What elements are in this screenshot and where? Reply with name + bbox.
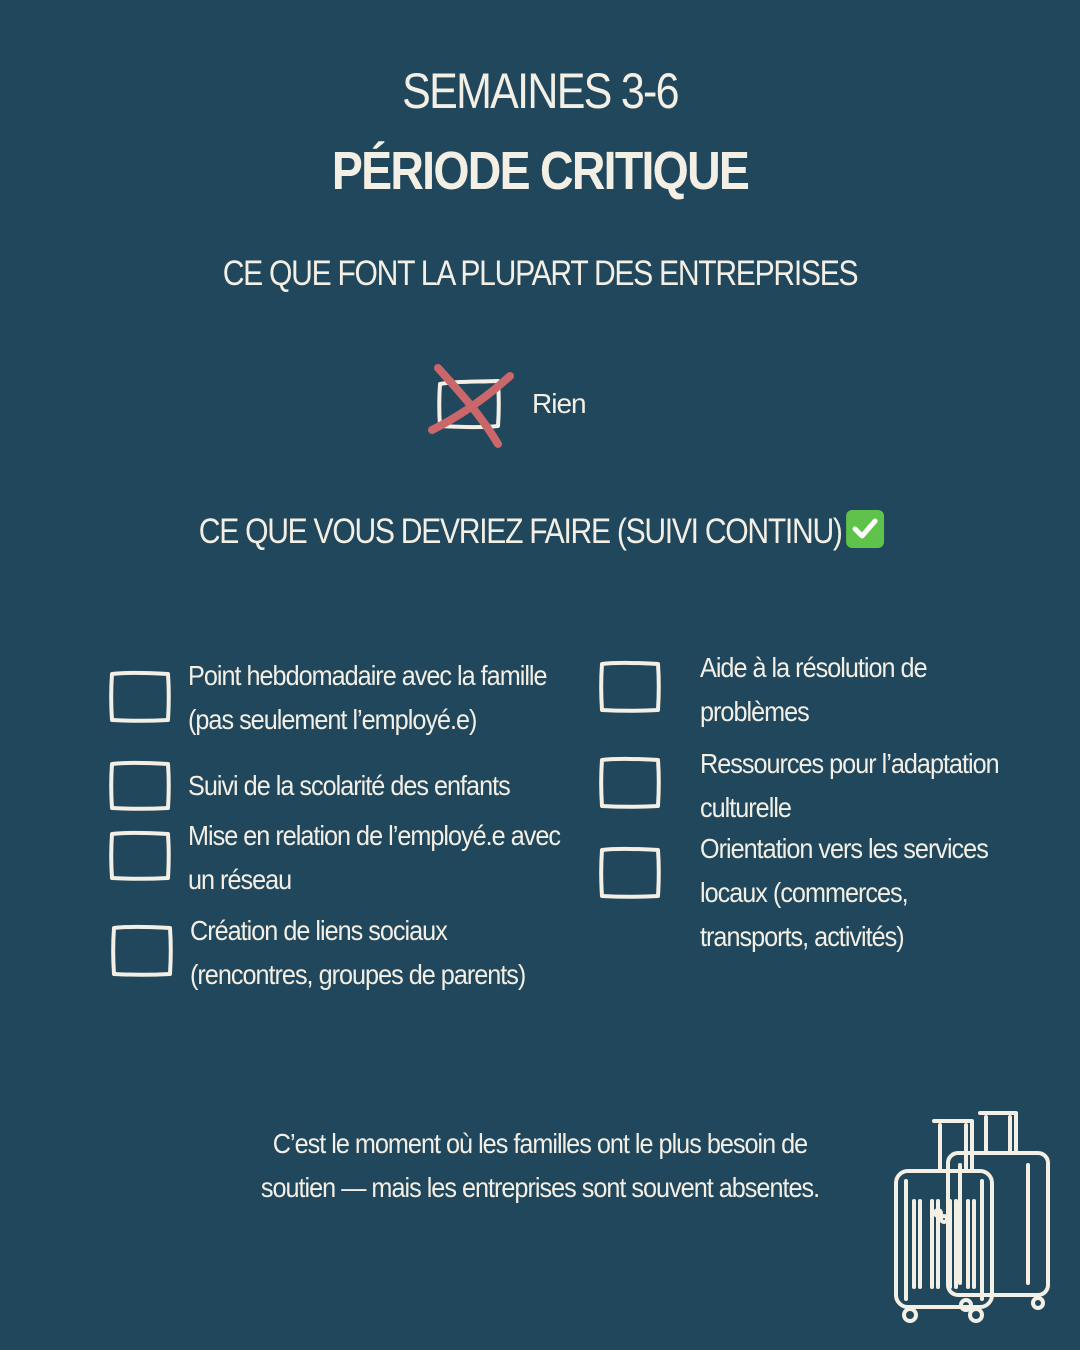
item-line: Aide à la résolution de (700, 652, 927, 683)
checkbox-cultural-adaptation[interactable] (596, 754, 664, 812)
footer-line: C’est le moment où les familles ont le plus besoin de (272, 1128, 808, 1159)
checklist-item-social-ties (190, 909, 525, 997)
crossed-checkbox (428, 362, 518, 448)
checklist-item-weekly-checkin (188, 654, 547, 742)
checkbox-school-followup[interactable] (106, 758, 174, 814)
checkbox-weekly-checkin[interactable] (106, 668, 174, 726)
footer-note (234, 1122, 846, 1210)
item-line: Orientation vers les services (700, 833, 988, 864)
item-line: transports, activités) (700, 921, 904, 952)
item-line: Point hebdomadaire avec la famille (188, 660, 547, 691)
checklist-item-school-followup: Suivi de la scolarité des enfants (188, 770, 510, 801)
option-nothing-label: Rien (532, 388, 586, 419)
checklist-item-local-services (700, 827, 988, 959)
footer-line: soutien — mais les entreprises sont souvent absentes. (260, 1172, 820, 1203)
checklist-item-network-connection (188, 814, 560, 902)
section-heading-should-do-text: CE QUE VOUS DEVRIEZ FAIRE (SUIVI CONTINU) (198, 512, 842, 551)
checkbox-local-services[interactable] (596, 844, 664, 902)
item-line: Ressources pour l’adaptation (700, 748, 999, 779)
item-line: Création de liens sociaux (190, 915, 447, 946)
checklist-item-cultural-adaptation (700, 742, 999, 830)
item-line: (pas seulement l’employé.e) (188, 704, 477, 735)
checkbox-problem-solving[interactable] (596, 658, 664, 716)
page-title: SEMAINES 3-6 (402, 63, 678, 119)
item-line: Mise en relation de l’employé.e avec (188, 820, 560, 851)
section-heading-should-do (76, 510, 1005, 552)
section-heading-most-companies: CE QUE FONT LA PLUPART DES ENTREPRISES (222, 254, 858, 293)
item-line: problèmes (700, 696, 809, 727)
checkbox-network-connection[interactable] (106, 828, 174, 884)
page-subtitle: PÉRIODE CRITIQUE (331, 141, 749, 201)
item-line: culturelle (700, 792, 791, 823)
item-line: (rencontres, groupes de parents) (190, 959, 526, 990)
item-line: un réseau (188, 864, 292, 895)
item-line: locaux (commerces, (700, 877, 908, 908)
luggage-icon (888, 1105, 1058, 1325)
check-mark-emoji-icon (846, 510, 884, 548)
checklist-item-problem-solving (700, 646, 927, 734)
checkbox-social-ties[interactable] (108, 922, 176, 980)
